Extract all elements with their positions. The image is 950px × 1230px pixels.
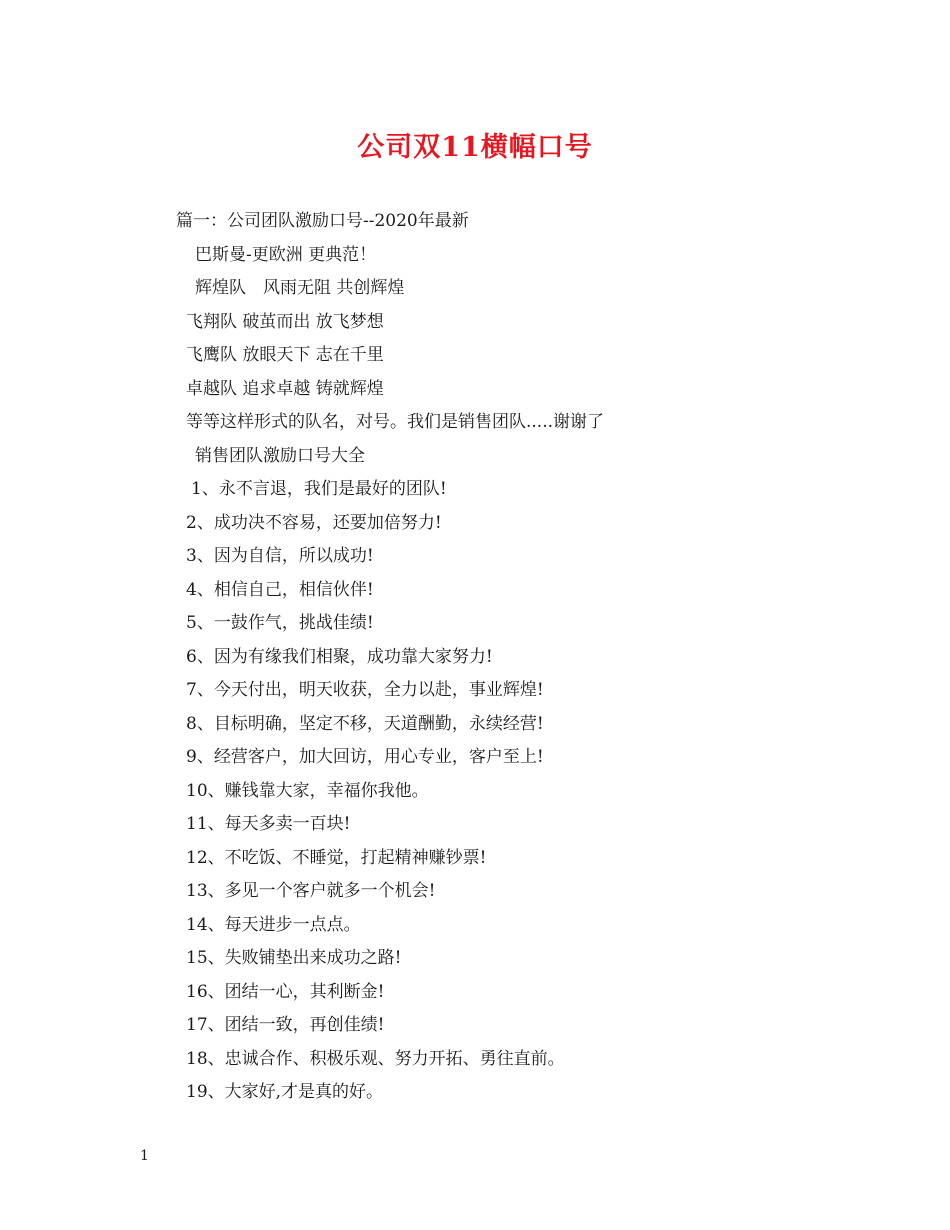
- list-item: 3、因为自信，所以成功!: [186, 546, 374, 566]
- text-line: 辉煌队 风雨无阻 共创辉煌: [195, 278, 405, 298]
- list-item: 13、多见一个客户就多一个机会!: [186, 881, 436, 901]
- list-item: 19、大家好,才是真的好。: [186, 1082, 384, 1102]
- page-number: 1: [140, 1148, 149, 1164]
- list-item: 15、失败铺垫出来成功之路!: [186, 948, 402, 968]
- list-item: 17、团结一致，再创佳绩!: [186, 1015, 385, 1035]
- list-item: 12、不吃饭、不睡觉，打起精神赚钞票!: [186, 847, 487, 868]
- text-line: 飞鹰队 放眼天下 志在千里: [186, 345, 384, 365]
- list-item: 8、目标明确，坚定不移，天道酬勤，永续经营!: [186, 713, 544, 734]
- text-line: 飞翔队 破茧而出 放飞梦想: [186, 311, 384, 332]
- list-item: 11、每天多卖一百块!: [186, 814, 351, 834]
- list-item: 10、赚钱靠大家，幸福你我他。: [186, 780, 429, 801]
- text-line: 卓越队 追求卓越 铸就辉煌: [186, 378, 384, 399]
- document-body: [0, 205, 950, 1110]
- list-item: 7、今天付出，明天收获，全力以赴，事业辉煌!: [186, 680, 544, 700]
- document-title: 公司双11横幅口号: [357, 132, 593, 163]
- list-item: 6、因为有缘我们相聚，成功靠大家努力!: [186, 646, 493, 667]
- text-line: 巴斯曼-更欧洲 更典范！: [195, 244, 377, 265]
- list-item: 16、团结一心，其利断金!: [186, 981, 385, 1002]
- list-item: 9、经营客户，加大回访，用心专业，客户至上!: [186, 747, 544, 767]
- list-item: 4、相信自己，相信伙伴!: [186, 579, 374, 600]
- list-item: 2、成功决不容易，还要加倍努力!: [186, 512, 442, 533]
- list-item: 18、忠诚合作、积极乐观、努力开拓、勇往直前。: [186, 1048, 565, 1069]
- text-line: 等等这样形式的队名，对号。我们是销售团队.....谢谢了: [186, 412, 605, 432]
- list-item: 5、一鼓作气，挑战佳绩!: [186, 613, 374, 633]
- list-item: 14、每天进步一点点。: [186, 914, 361, 935]
- section-heading: 篇一：公司团队激励口号--2020年最新: [176, 211, 469, 231]
- list-item: 1、永不言退，我们是最好的团队!: [191, 479, 447, 499]
- subsection-heading: 销售团队激励口号大全: [195, 445, 365, 466]
